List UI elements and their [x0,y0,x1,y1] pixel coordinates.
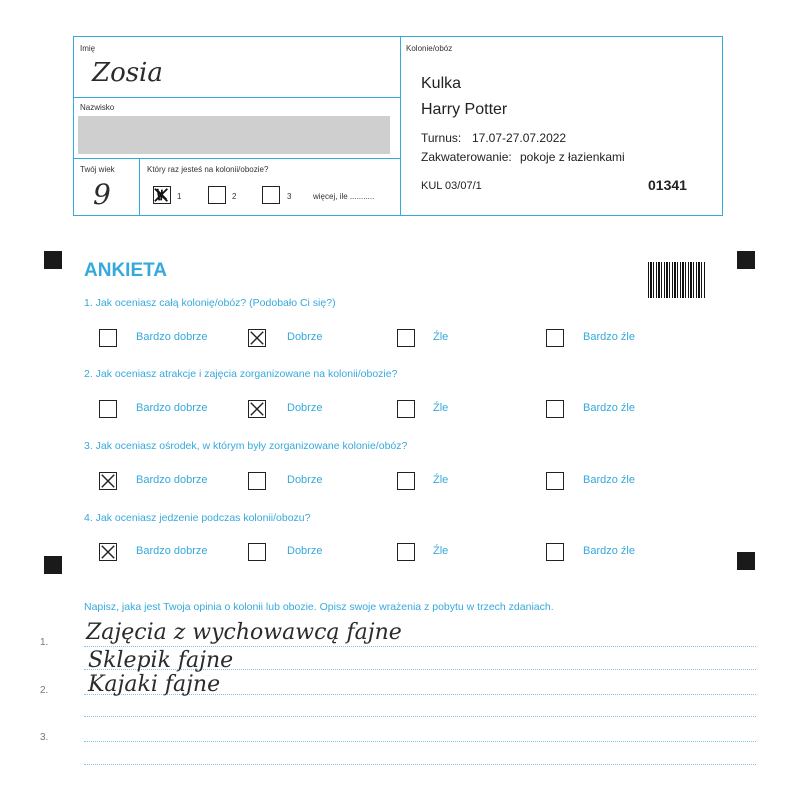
q3-option-label: Bardzo źle [583,474,635,486]
q4-checkbox-dobrze[interactable] [248,543,266,561]
q2-checkbox-bardzo-le[interactable] [546,400,564,418]
handwritten-line-3: Kajaki fajne [88,672,221,697]
q2-checkbox-bardzo-dobrze[interactable] [99,400,117,418]
q2-option-label: Bardzo źle [583,402,635,414]
q1-checkbox-bardzo-dobrze[interactable] [99,329,117,347]
camp-label: Kolonie/obóz [406,44,453,53]
writing-line[interactable] [84,764,756,765]
times-option-3: 3 [287,192,292,201]
q1-option-label: Źle [433,331,449,343]
handwritten-line-1: Zajęcia z wychowawcą fajne [86,620,402,645]
q2-checkbox-dobrze[interactable] [248,400,266,418]
line-number-1: 1. [40,637,49,648]
turnus-label: Turnus: [421,131,462,145]
writing-line[interactable] [84,716,756,717]
x-mark-icon [249,401,265,417]
q1-checkbox-bardzo-le[interactable] [546,329,564,347]
q2-checkbox--le[interactable] [397,400,415,418]
opinion-prompt: Napisz, jaka jest Twoja opinia o kolonii lub obozie. Opisz swoje wrażenia z pobytu w trzech zdaniach. [84,601,554,613]
name-value[interactable]: Zosia [92,58,163,88]
q4-option-label: Źle [433,545,449,557]
camp-code: KUL 03/07/1 [421,180,482,192]
handwritten-line-2: Sklepik fajne [88,648,234,673]
q3-option-label: Dobrze [287,474,323,486]
q1-option-label: Bardzo źle [583,331,635,343]
surname-label: Nazwisko [80,103,115,112]
registration-marker [737,552,755,570]
line-number-3: 3. [40,732,49,743]
q4-checkbox-bardzo-le[interactable] [546,543,564,561]
form-number: 01341 [648,177,687,193]
accommodation-value: pokoje z łazienkami [520,150,625,164]
camp-theme: Harry Potter [421,101,508,118]
registration-marker [44,556,62,574]
times-option-1: 1 [177,192,182,201]
q2-option-label: Bardzo dobrze [136,402,208,414]
q2-option-label: Źle [433,402,449,414]
age-value[interactable]: 9 [93,178,111,211]
q4-checkbox-bardzo-dobrze[interactable] [99,543,117,561]
age-label: Twój wiek [80,165,115,174]
barcode [648,262,705,298]
times-label: Który raz jesteś na kolonii/obozie? [147,165,269,174]
registration-marker [737,251,755,269]
times-checkbox-1[interactable] [153,186,171,204]
q3-option-label: Źle [433,474,449,486]
times-checkbox-2[interactable] [208,186,226,204]
question-3-text: 3. Jak oceniasz ośrodek, w którym były zorganizowane kolonie/obóz? [84,440,408,452]
q3-checkbox-bardzo-dobrze[interactable] [99,472,117,490]
times-checkbox-3[interactable] [262,186,280,204]
question-4-text: 4. Jak oceniasz jedzenie podczas kolonii/obozu? [84,512,311,524]
q3-checkbox--le[interactable] [397,472,415,490]
q4-checkbox--le[interactable] [397,543,415,561]
times-option-2: 2 [232,192,237,201]
q4-option-label: Dobrze [287,545,323,557]
x-mark-icon [100,544,116,560]
x-mark-icon [249,330,265,346]
q1-option-label: Bardzo dobrze [136,331,208,343]
line-number-2: 2. [40,685,49,696]
name-label: Imię [80,44,96,53]
turnus-value: 17.07-27.07.2022 [472,131,567,145]
writing-line[interactable] [84,646,756,647]
q2-option-label: Dobrze [287,402,323,414]
question-2-text: 2. Jak oceniasz atrakcje i zajęcia zorganizowane na kolonii/obozie? [84,368,398,380]
accommodation-label: Zakwaterowanie: [421,150,512,164]
q3-checkbox-dobrze[interactable] [248,472,266,490]
q1-checkbox-dobrze[interactable] [248,329,266,347]
times-more-label: więcej, ile ........... [313,192,375,201]
writing-line[interactable] [84,741,756,742]
survey-title: ANKIETA [84,260,168,281]
q3-option-label: Bardzo dobrze [136,474,208,486]
x-mark-icon [100,473,116,489]
q1-checkbox--le[interactable] [397,329,415,347]
q4-option-label: Bardzo dobrze [136,545,208,557]
q4-option-label: Bardzo źle [583,545,635,557]
registration-marker [44,251,62,269]
scribble-mark-icon [154,187,170,203]
camp-name: Kulka [421,75,462,92]
q1-option-label: Dobrze [287,331,323,343]
q3-checkbox-bardzo-le[interactable] [546,472,564,490]
question-1-text: 1. Jak oceniasz całą kolonię/obóz? (Podobało Ci się?) [84,297,336,309]
redacted-surname [78,116,390,154]
